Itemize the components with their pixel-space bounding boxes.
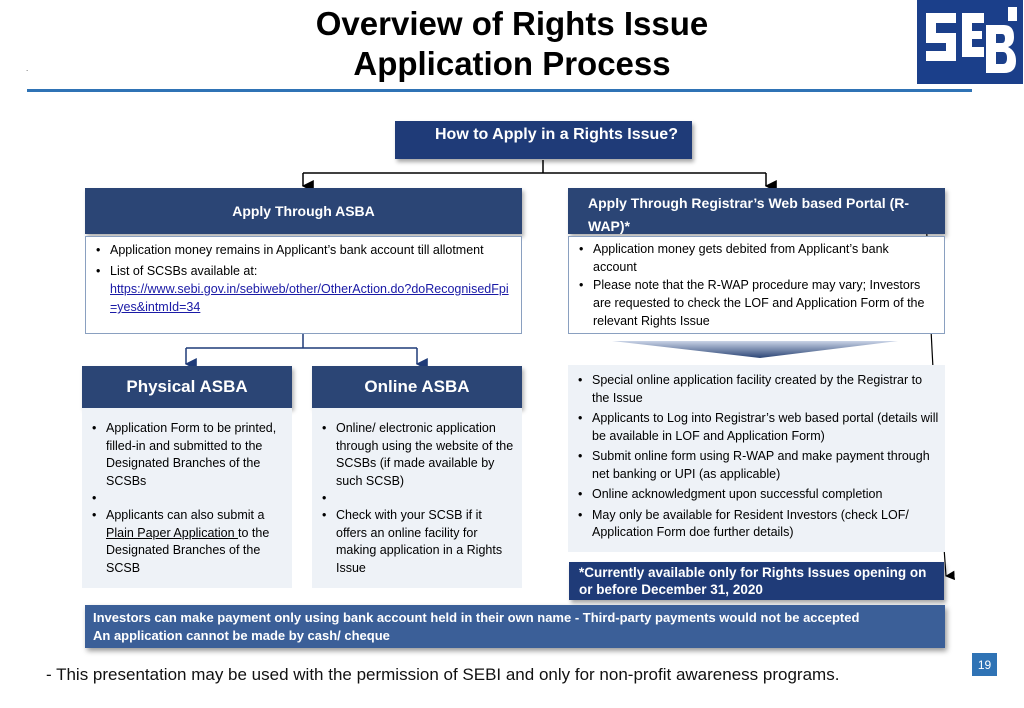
rwap-detail-3: • Submit online form using R-WAP and make payment through net banking or UPI (as applicable) [576,448,941,483]
online-asba-panel [312,408,522,588]
question-box: How to Apply in a Rights Issue? [395,121,692,159]
physical-asba-panel [82,408,292,588]
online-bullet-1: • Online/ electronic application through using the website of the SCSBs (if made available by such SCSB) [320,420,516,490]
rwap-detail-2: • Applicants to Log into Registrar’s web based portal (details will be available in LOF and Application Form) [576,410,941,445]
physical-bullet-1: • Application Form to be printed, filled-in and submitted to the Designated Branches of the SCSBs [90,420,286,490]
banner-line-2: An application cannot be made by cash/ cheque [93,628,390,643]
rwap-details-panel [568,365,945,552]
rwap-header: Apply Through Registrar’s Web based Portal (R-WAP)* [568,188,945,234]
physical-bullet-2-post: to the Designated Branches of the SCSB [106,525,270,575]
asba-bullet-1: • Application money remains in Applicant’s bank account till allotment [94,241,513,259]
title-line-2: Application Process [353,45,671,82]
rwap-bullet-2: • Please note that the R-WAP procedure may vary; Investors are requested to check the LOF and Application Form of the relevant Rights Issue [577,276,936,330]
page-title [200,4,824,84]
page-number: 19 [972,653,997,676]
title-line-1: Overview of Rights Issue [315,5,709,42]
title-divider [27,89,972,92]
sebi-logo-graphic [920,3,1020,81]
rwap-availability-note: *Currently available only for Rights Issues opening on or before December 31, 2020 [569,562,944,600]
rwap-detail-4: • Online acknowledgment upon successful completion [576,486,941,504]
scsb-list-link[interactable]: https://www.sebi.gov.in/sebiweb/other/OtherAction.do?doRecognisedFpi=yes&intmId=34 [110,282,509,314]
rwap-bullet-1: • Application money gets debited from Applicant’s bank account [577,240,936,276]
stray-dot: . [26,64,29,73]
online-gap [320,490,516,507]
physical-gap [90,490,286,507]
physical-bullet-2 [90,507,286,577]
physical-asba-header: Physical ASBA [82,366,292,408]
footer-disclaimer: - This presentation may be used with the permission of SEBI and only for non-profit awareness programs. [46,665,840,684]
asba-bullet-2 [94,262,513,316]
online-asba-header: Online ASBA [312,366,522,408]
plain-paper-application-link[interactable]: Plain Paper Application [106,525,239,540]
asba-bullet-2-text: List of SCSBs available at: [110,264,258,278]
payment-banner [85,605,945,648]
online-bullet-2: • Check with your SCSB if it offers an online facility for making application in a Rights Issue [320,507,516,577]
rwap-detail-5: • May only be available for Resident Investors (check LOF/ Application Form doe further details) [576,507,941,542]
sebi-logo-icon [917,0,1023,84]
physical-bullet-2-pre: Applicants can also submit a [106,508,265,522]
rwap-chevron [612,341,898,358]
asba-header: Apply Through ASBA [85,188,522,234]
banner-line-1: Investors can make payment only using bank account held in their own name - Third-party payments would not be accepted [93,610,860,625]
rwap-detail-1: • Special online application facility created by the Registrar to the Issue [576,372,941,407]
rwap-panel [568,236,945,334]
asba-panel [85,236,522,334]
